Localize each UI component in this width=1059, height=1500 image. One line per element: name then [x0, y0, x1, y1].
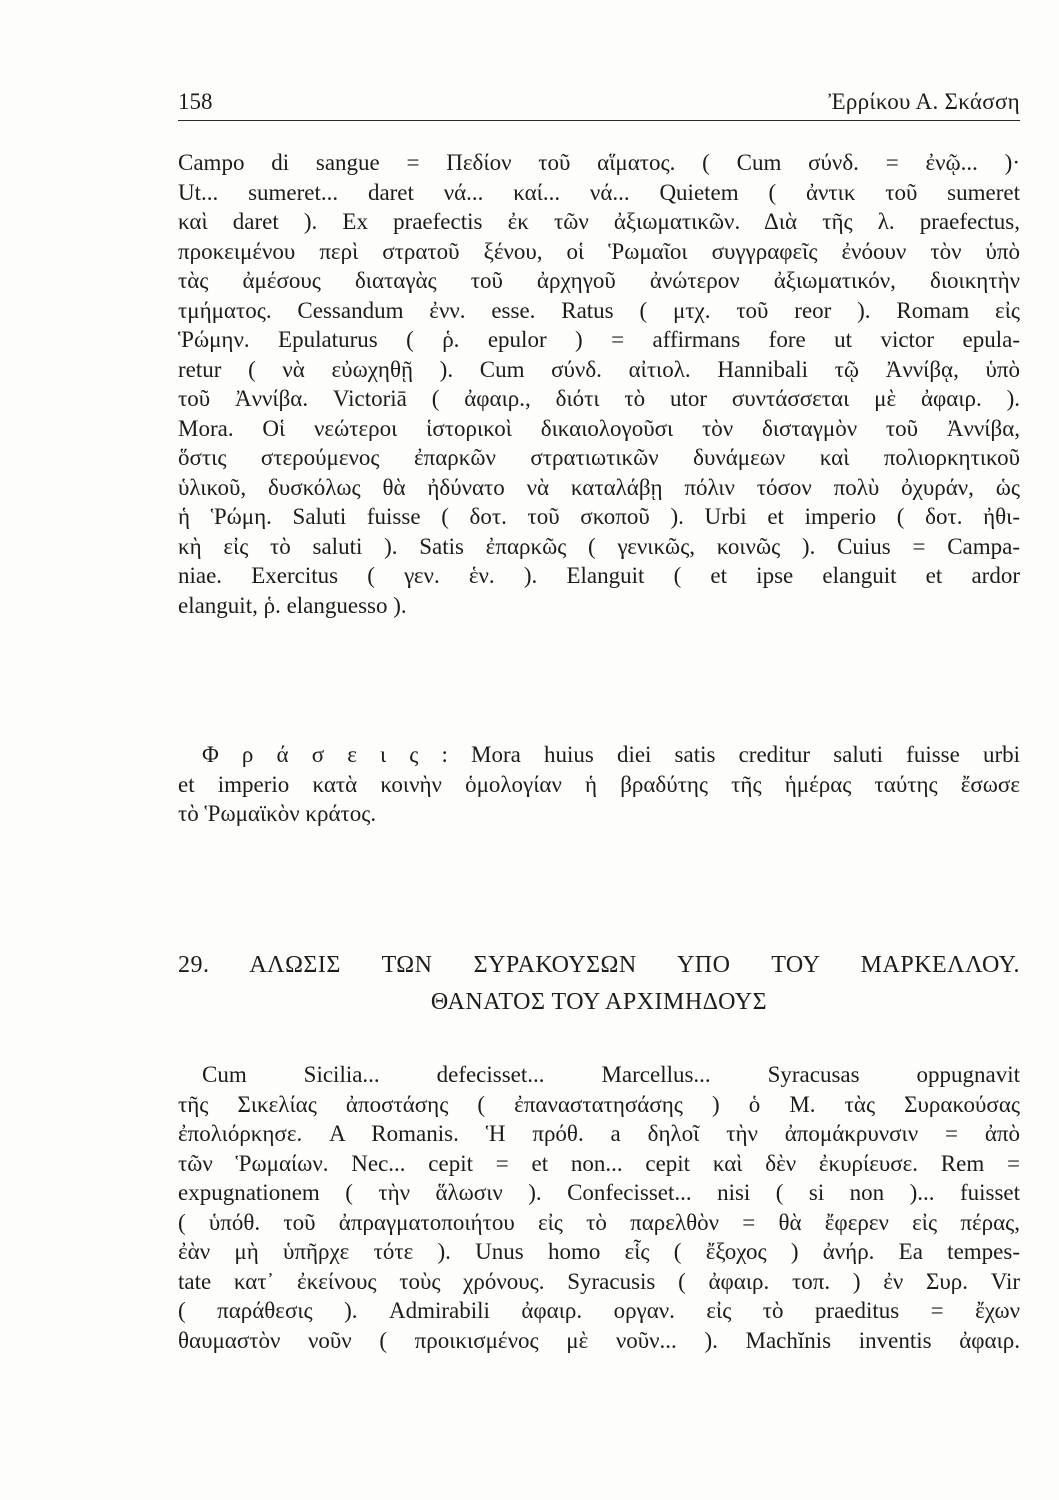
- text-line: Ῥώμην. Epulaturus ( ῥ. epulor ) = affirmans fore ut victor epula-: [178, 327, 1020, 352]
- text-line: expugnationem ( τὴν ἅλωσιν ). Confecisset... nisi ( si non )... fuisset: [178, 1180, 1020, 1205]
- text-line: προκειμένου περὶ στρατοῦ ξένου, οἱ Ῥωμαῖοι συγγραφεῖς ἐνόουν τὸν ὑπὸ: [178, 238, 1020, 264]
- text-line: elanguit, ῥ. elanguesso ).: [178, 592, 407, 618]
- text-line: ( παράθεσις ). Admirabili ἀφαιρ. οργαν. εἰς τὸ praeditus = ἔχων: [178, 1298, 1020, 1323]
- text-line: Campo di sangue = Πεδίον τοῦ αἵματος. ( Cum σύνδ. = ἐνῷ... )·: [178, 150, 1020, 175]
- phrases-paragraph: [178, 740, 1020, 829]
- text-line: et imperio κατὰ κοινὴν ὁμολογίαν ἡ βραδύτης τῆς ἡμέρας ταύτης ἔσωσε: [178, 771, 1020, 797]
- text-line: τὰς ἀμέσους διαταγὰς τοῦ ἀρχηγοῦ ἀνώτερον ἀξιωματικόν, διοικητὴν: [178, 268, 1020, 293]
- text-line: καὶ daret ). Ex praefectis ἐκ τῶν ἀξιωματικῶν. Διὰ τῆς λ. praefectus,: [178, 209, 1020, 234]
- section-paragraph: [178, 1060, 1020, 1355]
- text-line: niae. Exercitus ( γεν. ἑν. ). Elanguit ( et ipse elanguit et ardor: [178, 563, 1020, 588]
- text-line: τοῦ Ἀννίβα. Victoriā ( ἀφαιρ., διότι τὸ utor συντάσσεται μὲ ἀφαιρ. ).: [178, 386, 1020, 411]
- page-number: 158: [178, 89, 213, 114]
- text-line: ἐὰν μὴ ὑπῆρχε τότε ). Unus homo εἷς ( ἔξοχος ) ἀνήρ. Ea tempes-: [178, 1239, 1020, 1264]
- text-line: ἐπολιόρκησε. A Romanis. Ἡ πρόθ. a δηλοῖ τὴν ἀπομάκρυνσιν = ἀπὸ: [178, 1121, 1020, 1146]
- text-line: τῆς Σικελίας ἀποστάσης ( ἐπαναστατησάσης ) ὁ Μ. τὰς Συρακούσας: [178, 1091, 1020, 1117]
- text-line: Φ ρ ά σ ε ι ς : Mora huius diei satis creditur saluti fuisse urbi: [202, 742, 1020, 767]
- text-line: retur ( νὰ εὐωχηθῇ ). Cum σύνδ. αἰτιολ. Hannibali τῷ Ἀννίβᾳ, ὑπὸ: [178, 356, 1020, 382]
- section-subtitle: ΘΑΝΑΤΟΣ ΤΟΥ ΑΡΧΙΜΗΔΟΥΣ: [430, 989, 768, 1015]
- page-header: [178, 86, 1020, 118]
- running-title: Ἐρρίκου Α. Σκάσση: [828, 89, 1020, 114]
- commentary-paragraph: [178, 148, 1020, 620]
- text-line: τῶν Ῥωμαίων. Nec... cepit = et non... cepit καὶ δὲν ἐκυρίευσε. Rem =: [178, 1150, 1020, 1176]
- text-line: ( ὑπόθ. τοῦ ἀπραγματοποιήτου εἰς τὸ παρελθὸν = θὰ ἔφερεν εἰς πέρας,: [178, 1209, 1020, 1235]
- text-line: ὑλικοῦ, δυσκόλως θὰ ἠδύνατο νὰ καταλάβῃ πόλιν τόσον πολὺ ὀχυράν, ὡς: [178, 474, 1020, 500]
- header-rule: [178, 120, 1020, 121]
- text-line: Cum Sicilia... defecisset... Marcellus... Syracusas oppugnavit: [202, 1062, 1020, 1087]
- section-title: 29. ΑΛΩΣΙΣ ΤΩΝ ΣΥΡΑΚΟΥΣΩΝ ΥΠΟ ΤΟΥ ΜΑΡΚΕΛΛΟΥ.: [178, 952, 1020, 978]
- text-line: Ut... sumeret... daret νά... καί... νά... Quietem ( ἀντικ τοῦ sumeret: [178, 179, 1020, 205]
- text-line: Mora. Οἱ νεώτεροι ἱστορικοὶ δικαιολογοῦσι τὸν δισταγμὸν τοῦ Ἀννίβα,: [178, 415, 1020, 441]
- text-line: tate κατ᾽ ἐκείνους τοὺς χρόνους. Syracusis ( ἀφαιρ. τοπ. ) ἐν Συρ. Vir: [178, 1268, 1020, 1294]
- text-line: κὴ εἰς τὸ saluti ). Satis ἐπαρκῶς ( γενικῶς, κοινῶς ). Cuius = Campa-: [178, 533, 1020, 559]
- text-line: τὸ Ῥωμαϊκὸν κράτος.: [178, 801, 377, 826]
- text-line: ἡ Ῥώμη. Saluti fuisse ( δοτ. τοῦ σκοποῦ ). Urbi et imperio ( δοτ. ἠθι-: [178, 504, 1020, 529]
- text-line: τμήματος. Cessandum ἐνν. esse. Ratus ( μτχ. τοῦ reor ). Romam εἰς: [178, 297, 1020, 323]
- text-line: θαυμαστὸν νοῦν ( προικισμένος μὲ νοῦν... ). Machĭnis inventis ἀφαιρ.: [178, 1327, 1020, 1353]
- text-line: ὅστις στερούμενος ἐπαρκῶν στρατιωτικῶν δυνάμεων καὶ πολιορκητικοῦ: [178, 445, 1020, 470]
